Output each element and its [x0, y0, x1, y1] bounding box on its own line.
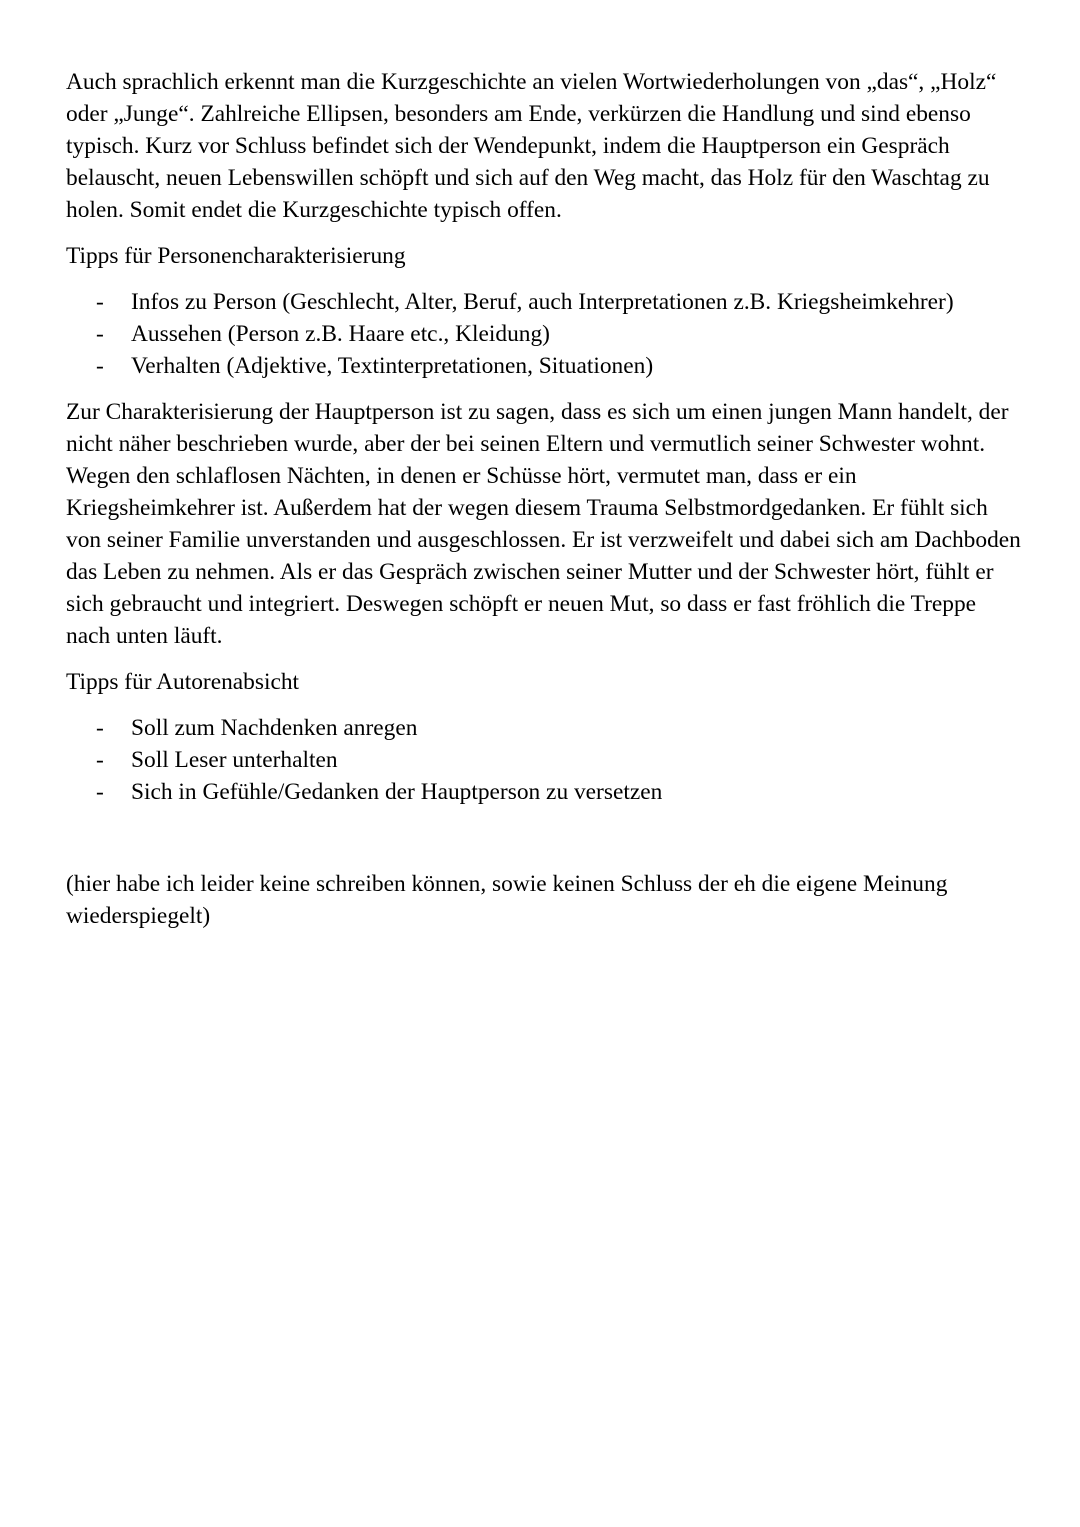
paragraph-characterization: Zur Charakterisierung der Hauptperson ist zu sagen, dass es sich um einen jungen Mann handelt, der nicht näher beschrieben wurde, aber der bei seinen Eltern und vermutlich seiner Schwester wohnt. Wegen den schlaflosen Nächten, in denen er Schüsse hört, vermutet man, dass er ein Kriegsheimkehrer ist. Außerdem hat der wegen diesem Trauma Selbstmordgedanken. Er fühlt sich von seiner Familie unverstanden und ausgeschlossen. Er ist verzweifelt und dabei sich am Dachboden das Leben zu nehmen. Als er das Gespräch zwischen seiner Mutter und der Schwester hört, fühlt er sich gebraucht und integriert. Deswegen schöpft er neuen Mut, so dass er fast fröhlich die Treppe nach unten läuft.	[66, 399, 1021, 649]
list-item-text: Soll Leser unterhalten	[131, 747, 338, 773]
closing-note: (hier habe ich leider keine schreiben können, sowie keinen Schluss der eh die eigene Meinung wiederspiegelt)	[66, 871, 948, 929]
dash-bullet: -	[96, 289, 104, 315]
list-item	[66, 350, 1026, 382]
list-item	[66, 318, 1026, 350]
list-item-text: Soll zum Nachdenken anregen	[131, 715, 418, 741]
heading-tips-author-intent: Tipps für Autorenabsicht	[66, 669, 300, 695]
dash-bullet: -	[96, 353, 104, 379]
document-page	[66, 66, 1026, 932]
dash-bullet: -	[96, 779, 104, 805]
list-item	[66, 776, 1026, 808]
list-tips-characterization	[66, 286, 1026, 382]
list-item-text: Infos zu Person (Geschlecht, Alter, Beruf, auch Interpretationen z.B. Kriegsheimkehrer)	[131, 289, 954, 315]
list-item-text: Sich in Gefühle/Gedanken der Hauptperson zu versetzen	[131, 779, 663, 805]
list-item-text: Verhalten (Adjektive, Textinterpretationen, Situationen)	[131, 353, 654, 379]
dash-bullet: -	[96, 747, 104, 773]
list-item	[66, 286, 1026, 318]
list-tips-author-intent	[66, 712, 1026, 808]
list-item	[66, 744, 1026, 776]
dash-bullet: -	[96, 321, 104, 347]
dash-bullet: -	[96, 715, 104, 741]
list-item	[66, 712, 1026, 744]
paragraph-language-analysis: Auch sprachlich erkennt man die Kurzgeschichte an vielen Wortwiederholungen von „das“, „Holz“ oder „Junge“. Zahlreiche Ellipsen, besonders am Ende, verkürzen die Handlung und sind ebenso typisch. Kurz vor Schluss befindet sich der Wendepunkt, indem die Hauptperson ein Gespräch belauscht, neuen Lebenswillen schöpft und sich auf den Weg macht, das Holz für den Waschtag zu holen. Somit endet die Kurzgeschichte typisch offen.	[66, 69, 997, 223]
list-item-text: Aussehen (Person z.B. Haare etc., Kleidung)	[131, 321, 550, 347]
heading-tips-characterization: Tipps für Personencharakterisierung	[66, 243, 406, 269]
